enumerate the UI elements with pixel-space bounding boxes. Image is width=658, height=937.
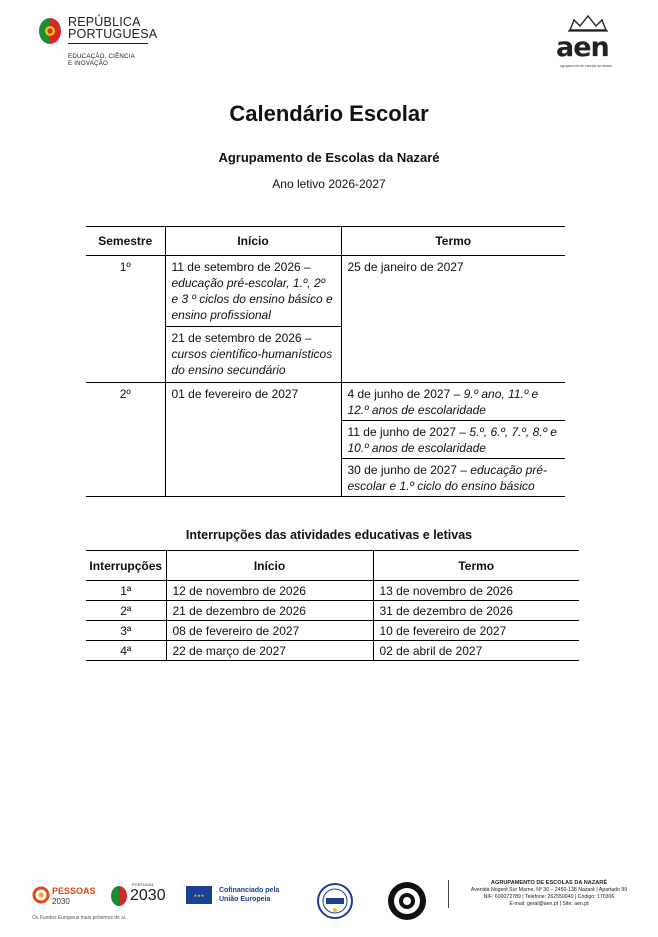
aen-logo <box>548 14 632 68</box>
contact-web: E-mail: geral@aen.pt | Site: aen.pt <box>509 901 589 907</box>
aen-logo-text: aen <box>556 32 609 63</box>
contact-address: Avenida Nogent Sur Marne, Nº 30 – 2450-138 Nazaré | Apartado 99 <box>470 887 628 893</box>
interruptions-table <box>86 550 579 661</box>
crown-icon <box>566 14 610 32</box>
interruption-label: 3ª <box>120 624 132 638</box>
page-subtitle: Agrupamento de Escolas da Nazaré <box>218 150 440 165</box>
ministry-name: EDUCAÇÃO, CIÊNCIA E INOVAÇÃO <box>68 53 136 67</box>
semester-1-row-a <box>86 256 565 327</box>
table-row <box>86 601 579 621</box>
pessoas-heart-icon <box>32 884 50 906</box>
logo-divider <box>68 43 148 44</box>
header-interrupcoes: Interrupções <box>89 559 163 573</box>
school-contact-block <box>448 880 643 908</box>
aen-logo-subtext: agrupamento de escolas da nazaré <box>560 64 612 68</box>
eu-flag-icon: ★★★ <box>186 886 212 904</box>
interruption-label: 1ª <box>120 584 132 598</box>
portugal-emblem-icon <box>38 16 62 46</box>
semesters-table <box>86 226 565 497</box>
interruption-label: 4ª <box>120 644 132 658</box>
interruption-label: 2ª <box>120 604 132 618</box>
erasmus-seal-icon <box>316 882 354 920</box>
table-row <box>86 581 579 601</box>
page-title: Calendário Escolar <box>229 101 429 126</box>
header-termo: Termo <box>373 551 579 581</box>
portugal-2030-emblem-icon <box>110 884 128 908</box>
semester-1-label: 1º <box>119 260 131 274</box>
republica-portuguesa-name: REPÚBLICA PORTUGUESA <box>68 15 158 41</box>
header-inicio: Início <box>166 551 373 581</box>
interruptions-title: Interrupções das atividades educativas e letivas <box>185 528 473 542</box>
table-row <box>86 621 579 641</box>
semester-2-start: 01 de fevereiro de 2027 <box>165 383 341 497</box>
school-year: Ano letivo 2026-2027 <box>272 177 386 191</box>
semester-2-end-a: 4 de junho de 2027 – 9.º ano, 11.º e 12.º anos de escolaridade <box>341 383 565 421</box>
interruption-end: 31 de dezembro de 2026 <box>373 601 579 621</box>
table-header-row <box>86 551 579 581</box>
semester-2-end-b: 11 de junho de 2027 – 5.º, 6.º, 7.º, 8.º e 10.º anos de escolaridade <box>341 421 565 459</box>
eu-cofinanced-text: Cofinanciado pela União Europeia <box>219 887 280 903</box>
interruption-start: 22 de março de 2027 <box>166 641 373 661</box>
semester-2-row-a <box>86 383 565 421</box>
header-inicio: Início <box>165 227 341 256</box>
semester-2-label: 2º <box>119 387 131 401</box>
eco-school-seal-icon <box>386 880 428 922</box>
semester-1-end: 25 de janeiro de 2027 <box>341 256 565 383</box>
portugal-label: PORTUGAL <box>132 882 154 887</box>
pessoas-2030-logo <box>32 880 94 914</box>
header-semestre: Semestre <box>98 234 153 248</box>
semester-2-end-c: 30 de junho de 2027 – educação pré-escolar e 1.º ciclo do ensino básico <box>341 459 565 497</box>
republica-portuguesa-logo <box>38 16 168 76</box>
funds-note: Os Fundos Europeus mais próximos de si. <box>32 915 127 921</box>
pessoas-year: 2030 <box>52 897 70 906</box>
pessoas-text: PESSOAS <box>52 886 96 896</box>
contact-ids: NIF: 600072789 | Telefone: 262550040 | Código: 170306 <box>483 894 615 900</box>
eu-cofinanced-logo <box>186 880 286 914</box>
interruption-end: 02 de abril de 2027 <box>373 641 579 661</box>
semester-1-start-a: 11 de setembro de 2026 – educação pré-escolar, 1.º, 2º e 3 º ciclos do ensino básico e ensino profissional <box>165 256 341 327</box>
table-row <box>86 641 579 661</box>
table-header-row <box>86 227 565 256</box>
portugal-2030-logo <box>110 880 170 914</box>
interruption-start: 12 de novembro de 2026 <box>166 581 373 601</box>
interruption-end: 10 de fevereiro de 2027 <box>373 621 579 641</box>
interruption-start: 21 de dezembro de 2026 <box>166 601 373 621</box>
portugal-year: 2030 <box>130 887 166 904</box>
contact-school-name: AGRUPAMENTO DE ESCOLAS DA NAZARÉ <box>490 880 608 886</box>
semester-1-start-b: 21 de setembro de 2026 – cursos científico-humanísticos do ensino secundário <box>165 327 341 383</box>
header-termo: Termo <box>341 227 565 256</box>
interruption-start: 08 de fevereiro de 2027 <box>166 621 373 641</box>
interruption-end: 13 de novembro de 2026 <box>373 581 579 601</box>
